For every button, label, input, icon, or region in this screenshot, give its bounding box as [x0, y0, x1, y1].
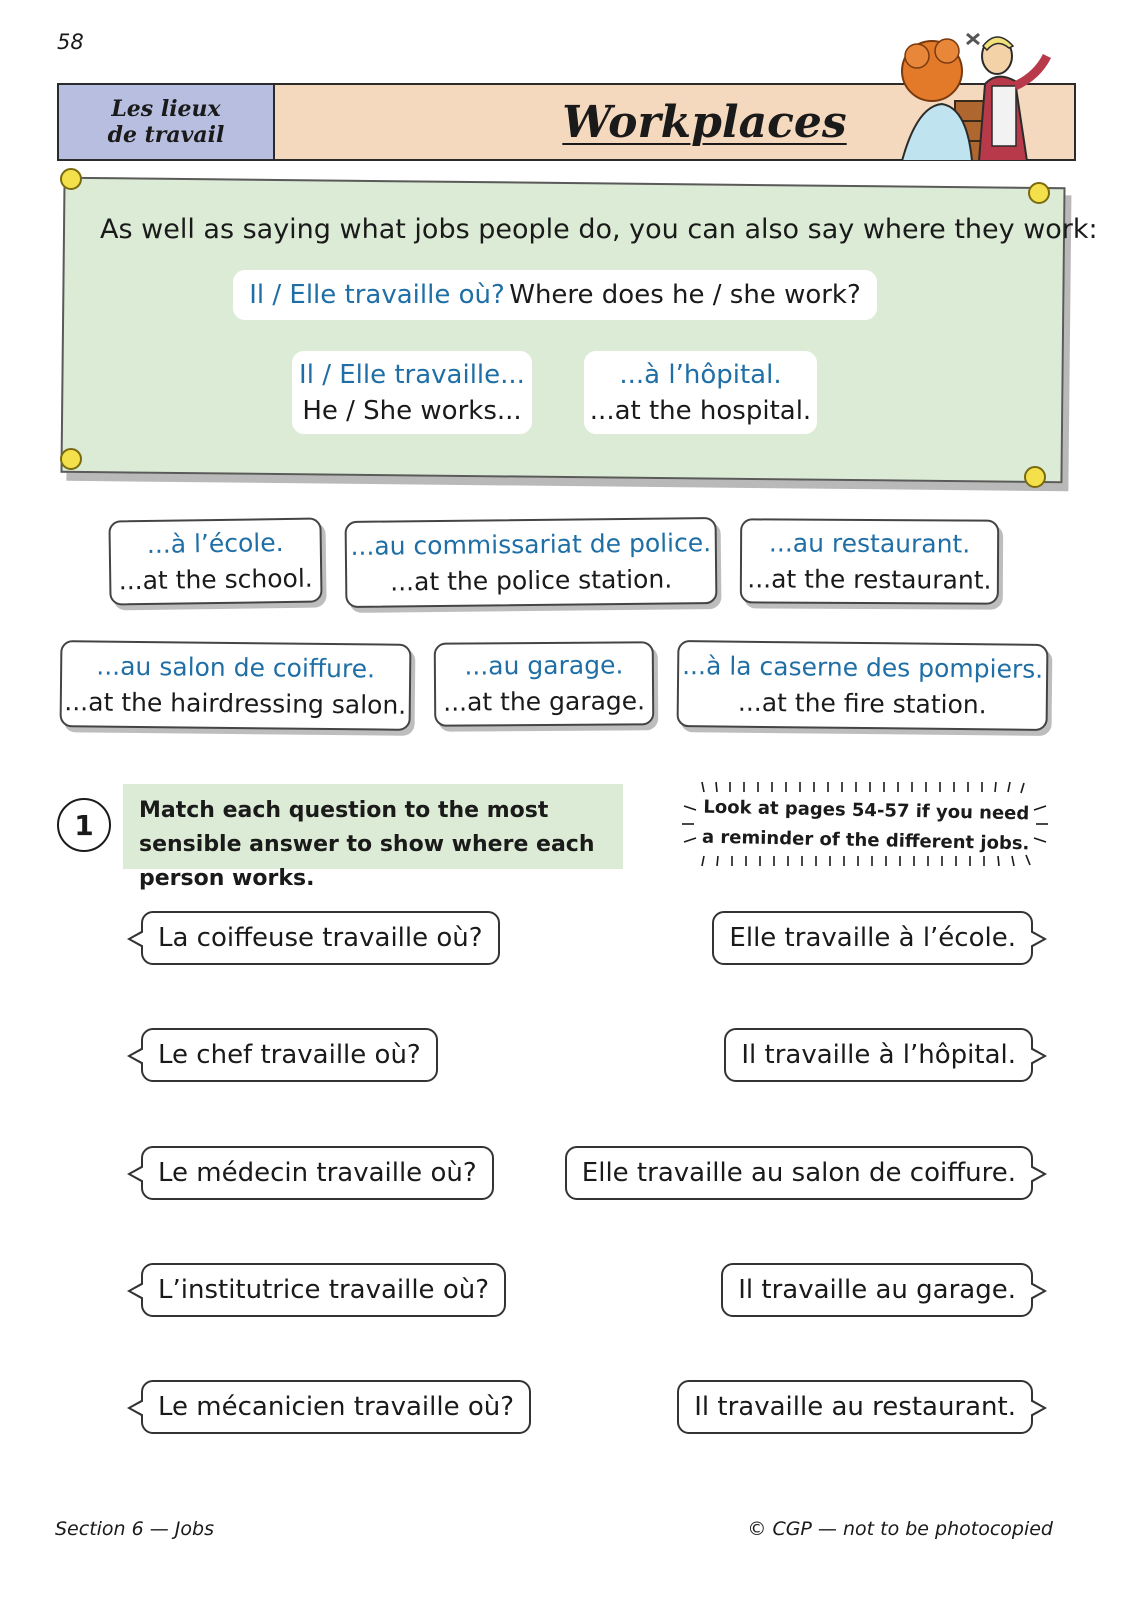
answer-bubble[interactable] — [724, 1028, 1033, 1082]
question-bubble[interactable] — [141, 1028, 438, 1082]
hairdresser-illustration — [897, 26, 1057, 161]
vocab-box — [740, 518, 999, 604]
answer-text: Elle travaille à l’école. — [729, 923, 1016, 953]
vocab-fr: ...au salon de coiffure. — [96, 651, 376, 683]
vocab-box — [434, 641, 655, 727]
intro-text: As well as saying what jobs people do, you can also say where they work: — [100, 214, 1098, 245]
question-text: La coiffeuse travaille où? — [158, 923, 483, 953]
question-text: Le mécanicien travaille où? — [158, 1392, 515, 1422]
pin-icon — [1028, 182, 1050, 204]
vocab-fr: ...à l’école. — [146, 527, 284, 559]
vocab-box — [108, 518, 322, 606]
footer-section: Section 6 — Jobs — [55, 1518, 214, 1540]
pin-icon — [60, 168, 82, 190]
answer-text: Il travaille au restaurant. — [694, 1392, 1016, 1422]
vocab-en: ...at the police station. — [390, 564, 673, 596]
answer-text: Elle travaille au salon de coiffure. — [581, 1158, 1016, 1188]
exercise-instruction: Match each question to the most sensible answer to show where each person works. — [123, 784, 623, 869]
answer-bubble[interactable] — [677, 1380, 1033, 1434]
answer-bubble[interactable] — [721, 1263, 1033, 1317]
question-phrase — [233, 270, 877, 320]
works-en: He / She works... — [302, 395, 522, 426]
question-number: 1 — [57, 798, 111, 852]
page-number: 58 — [57, 30, 84, 54]
hospital-phrase — [584, 351, 817, 434]
vocab-box — [677, 640, 1049, 731]
answer-text: Il travaille à l’hôpital. — [741, 1040, 1016, 1070]
question-text: Le médecin travaille où? — [158, 1158, 477, 1188]
answer-bubble[interactable] — [712, 911, 1033, 965]
pin-icon — [1024, 466, 1046, 488]
hospital-fr: ...à l’hôpital. — [619, 359, 782, 390]
answer-text: Il travaille au garage. — [738, 1275, 1016, 1305]
vocab-en: ...at the fire station. — [737, 687, 987, 719]
pin-icon — [60, 448, 82, 470]
tip-text: Look at pages 54-57 if you need a reminder of the different jobs. — [701, 796, 1030, 855]
question-text: L’institutrice travaille où? — [158, 1275, 490, 1305]
footer-copyright: © CGP — not to be photocopied — [747, 1518, 1053, 1540]
answer-bubble[interactable] — [565, 1146, 1033, 1200]
header-subtitle: Les lieux de travail — [59, 85, 275, 159]
vocab-fr: ...au restaurant. — [768, 527, 971, 559]
question-bubble[interactable] — [141, 1380, 531, 1434]
page-title: Workplaces — [562, 96, 847, 148]
question-bubble[interactable] — [141, 911, 500, 965]
vocab-en: ...at the hairdressing salon. — [64, 686, 407, 720]
question-text: Le chef travaille où? — [158, 1040, 421, 1070]
hospital-en: ...at the hospital. — [589, 395, 812, 426]
vocab-fr: ...au garage. — [464, 650, 624, 681]
vocab-box — [60, 640, 412, 731]
vocab-fr: ...au commissariat de police. — [350, 527, 712, 561]
vocab-en: ...at the school. — [118, 563, 313, 595]
vocab-en: ...at the garage. — [443, 686, 646, 717]
works-fr: Il / Elle travaille... — [299, 359, 525, 390]
question-bubble[interactable] — [141, 1263, 506, 1317]
question-fr: Il / Elle travaille où? — [249, 280, 505, 310]
question-bubble[interactable] — [141, 1146, 494, 1200]
vocab-fr: ...à la caserne des pompiers. — [682, 650, 1044, 684]
vocab-box — [345, 517, 718, 608]
works-phrase — [292, 351, 532, 434]
question-en: Where does he / she work? — [509, 280, 861, 310]
vocab-en: ...at the restaurant. — [747, 563, 992, 595]
